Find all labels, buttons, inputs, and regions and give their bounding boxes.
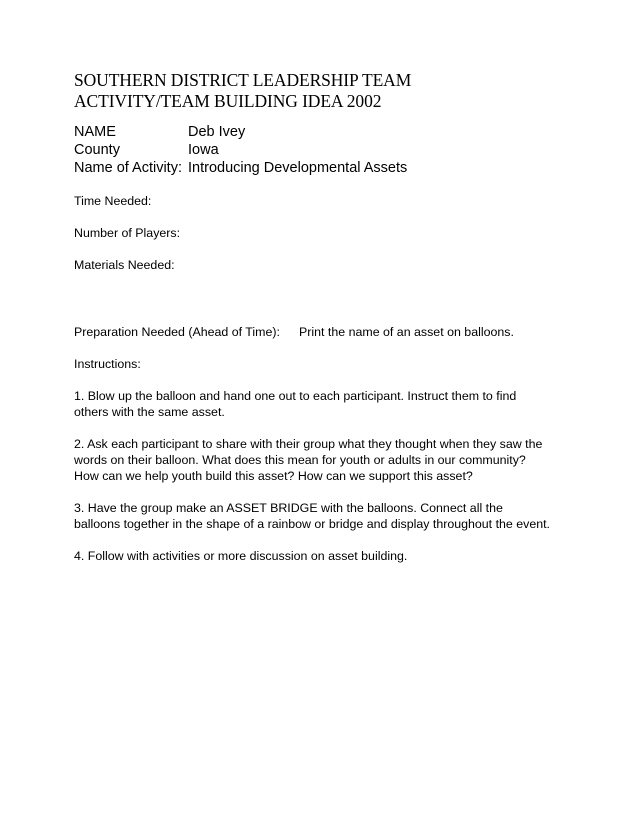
step-2-line-2: words on their balloon. What does this mean for youth or adults in our community?	[74, 453, 526, 467]
preparation-row	[74, 324, 574, 340]
step-3-line-1: 3. Have the group make an ASSET BRIDGE with the balloons. Connect all the	[74, 501, 503, 515]
instruction-step-3	[74, 500, 574, 532]
document-page	[74, 70, 574, 564]
activity-label: Name of Activity:	[74, 160, 182, 176]
document-title	[74, 70, 574, 112]
activity-value: Introducing Developmental Assets	[188, 160, 408, 176]
county-row	[74, 141, 574, 159]
step-2-line-1: 2. Ask each participant to share with their group what they thought when they saw the	[74, 437, 543, 451]
instruction-step-4	[74, 548, 574, 564]
instruction-step-2	[74, 436, 574, 484]
name-row	[74, 123, 574, 141]
step-1-line-1: 1. Blow up the balloon and hand one out to each participant. Instruct them to find	[74, 389, 517, 403]
number-of-players-label: Number of Players:	[74, 226, 181, 240]
preparation-value: Print the name of an asset on balloons.	[299, 325, 514, 339]
step-4-line-1: 4. Follow with activities or more discussion on asset building.	[74, 549, 408, 563]
step-2-line-3: How can we help youth build this asset? How can we support this asset?	[74, 469, 473, 483]
materials-needed-label: Materials Needed:	[74, 258, 175, 272]
step-1-line-2: others with the same asset.	[74, 405, 225, 419]
instruction-step-1	[74, 388, 574, 420]
title-line-2: ACTIVITY/TEAM BUILDING IDEA 2002	[74, 91, 382, 111]
title-line-1: SOUTHERN DISTRICT LEADERSHIP TEAM	[74, 70, 412, 90]
activity-row	[74, 159, 574, 177]
name-label: NAME	[74, 124, 116, 140]
preparation-label: Preparation Needed (Ahead of Time):	[74, 325, 280, 339]
county-label: County	[74, 142, 120, 158]
time-needed-label: Time Needed:	[74, 194, 152, 208]
step-3-line-2: balloons together in the shape of a rainbow or bridge and display throughout the event.	[74, 517, 550, 531]
name-value: Deb Ivey	[188, 124, 246, 140]
county-value: Iowa	[188, 142, 219, 158]
instructions-heading: Instructions:	[74, 357, 141, 371]
activity-info	[74, 123, 574, 177]
